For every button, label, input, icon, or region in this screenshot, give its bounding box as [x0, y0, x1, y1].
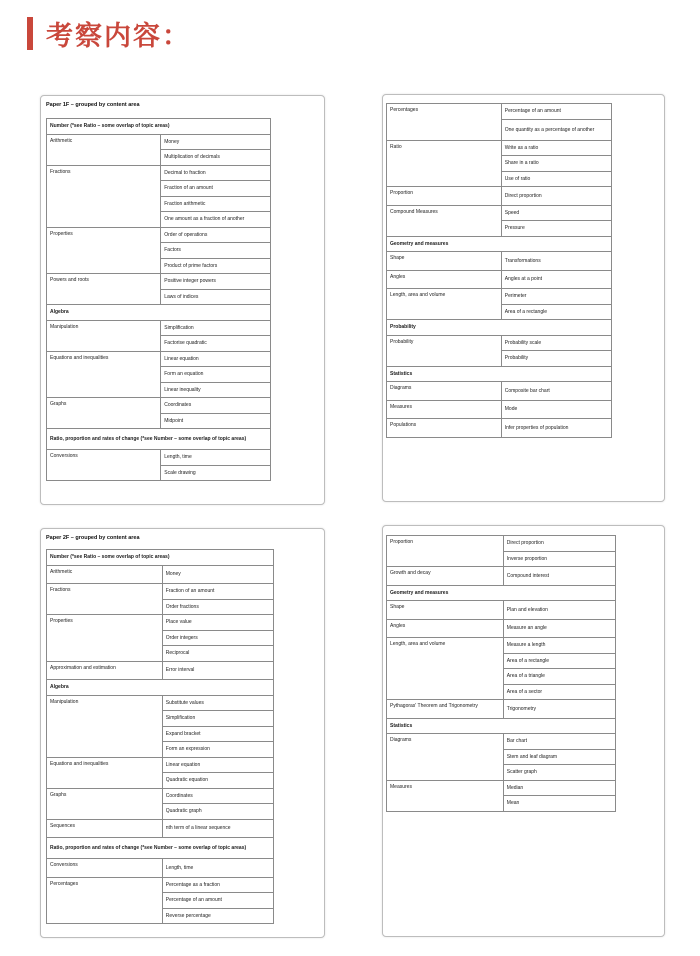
topic-cell: Quadratic equation [162, 773, 273, 789]
table-row [387, 780, 616, 796]
content-area-cell: Properties [47, 615, 163, 662]
content-area-cell: Percentages [387, 104, 502, 141]
document-page-3 [40, 528, 325, 938]
table-row [47, 134, 271, 150]
topic-cell: Stem and leaf diagram [503, 749, 615, 765]
topic-cell: Measure a length [503, 638, 615, 654]
content-area-cell: Equations and inequalities [47, 757, 163, 788]
section-row [387, 236, 612, 252]
section-heading: Statistics [387, 366, 612, 382]
content-area-cell: Measures [387, 780, 504, 811]
topic-cell: One quantity as a percentage of another [501, 119, 611, 140]
table-row [47, 320, 271, 336]
topic-cell: Money [161, 134, 271, 150]
section-heading: Geometry and measures [387, 585, 616, 601]
topic-cell: Order integers [162, 630, 273, 646]
section-row [47, 429, 271, 450]
table-row [47, 351, 271, 367]
table-row [387, 619, 616, 638]
topic-cell: Probability [501, 351, 611, 367]
table-row [47, 819, 274, 838]
content-area-cell: Shape [387, 601, 504, 620]
topic-cell: Length, time [161, 450, 271, 466]
table-row [47, 757, 274, 773]
content-area-cell: Ratio [387, 140, 502, 187]
section-heading: Ratio, proportion and rates of change (*see Number – some overlap of topic areas) [47, 429, 271, 450]
topic-cell: Length, time [162, 859, 273, 878]
section-heading: Ratio, proportion and rates of change (*see Number – some overlap of topic areas) [47, 838, 274, 859]
content-table [386, 535, 616, 812]
table-row [47, 398, 271, 414]
table-row [387, 289, 612, 305]
topic-cell: Area of a triangle [503, 669, 615, 685]
paper-title: Paper 1F – grouped by content area [46, 102, 140, 108]
topic-cell: Order fractions [162, 599, 273, 615]
paper-title: Paper 2F – grouped by content area [46, 535, 140, 541]
topic-cell: Form an expression [162, 742, 273, 758]
table-row [387, 270, 612, 289]
table-row [387, 252, 612, 271]
topic-cell: Use of ratio [501, 171, 611, 187]
topic-cell: Simplification [162, 711, 273, 727]
content-area-cell: Diagrams [387, 734, 504, 781]
section-row [47, 680, 274, 696]
section-row [47, 119, 271, 135]
topic-cell: Fraction of an amount [161, 181, 271, 197]
table-row [387, 734, 616, 750]
section-row [47, 838, 274, 859]
topic-cell: Pressure [501, 221, 611, 237]
topic-cell: Write as a ratio [501, 140, 611, 156]
table-row [387, 638, 616, 654]
table-row [47, 695, 274, 711]
section-heading: Probability [387, 320, 612, 336]
table-row [47, 274, 271, 290]
section-row [387, 366, 612, 382]
topic-cell: Area of a rectangle [501, 304, 611, 320]
content-area-cell: Properties [47, 227, 161, 274]
document-page-4 [382, 525, 665, 937]
topic-cell: Coordinates [162, 788, 273, 804]
content-area-cell: Percentages [47, 877, 163, 924]
topic-cell: Reciprocal [162, 646, 273, 662]
content-area-cell: Diagrams [387, 382, 502, 401]
topic-cell: Product of prime factors [161, 258, 271, 274]
table-row [387, 205, 612, 221]
topic-cell: Coordinates [161, 398, 271, 414]
content-area-cell: Populations [387, 419, 502, 438]
table-row [47, 565, 274, 584]
topic-cell: Error interval [162, 661, 273, 680]
topic-cell: Fraction arithmetic [161, 196, 271, 212]
content-area-cell: Angles [387, 270, 502, 289]
table-row [387, 567, 616, 586]
content-area-cell: Proportion [387, 187, 502, 206]
topic-cell: Transformations [501, 252, 611, 271]
content-area-cell: Powers and roots [47, 274, 161, 305]
section-row [387, 718, 616, 734]
topic-cell: Direct proportion [503, 536, 615, 552]
table-row [387, 400, 612, 419]
content-area-cell: Growth and decay [387, 567, 504, 586]
topic-cell: Factors [161, 243, 271, 259]
table-row [387, 536, 616, 552]
topic-cell: Positive integer powers [161, 274, 271, 290]
section-row [387, 585, 616, 601]
topic-cell: Angles at a point [501, 270, 611, 289]
topic-cell: Laws of indices [161, 289, 271, 305]
topic-cell: Plan and elevation [503, 601, 615, 620]
content-area-cell: Angles [387, 619, 504, 638]
content-area-cell: Measures [387, 400, 502, 419]
content-area-cell: Fractions [47, 165, 161, 227]
content-area-cell: Sequences [47, 819, 163, 838]
table-row [387, 335, 612, 351]
section-row [47, 305, 271, 321]
table-row [47, 661, 274, 680]
topic-cell: Infer properties of population [501, 419, 611, 438]
topic-cell: Linear equation [162, 757, 273, 773]
table-row [47, 450, 271, 466]
topic-cell: Scatter graph [503, 765, 615, 781]
content-area-cell: Graphs [47, 398, 161, 429]
section-row [387, 320, 612, 336]
topic-cell: Factorise quadratic [161, 336, 271, 352]
content-area-cell: Length, area and volume [387, 289, 502, 320]
topic-cell: Reverse percentage [162, 908, 273, 924]
content-area-cell: Length, area and volume [387, 638, 504, 700]
topic-cell: Decimal to fraction [161, 165, 271, 181]
content-area-cell: Manipulation [47, 695, 163, 757]
content-table [46, 118, 271, 481]
topic-cell: Probability scale [501, 335, 611, 351]
topic-cell: Bar chart [503, 734, 615, 750]
content-area-cell: Pythagoras' Theorem and Trigonometry [387, 700, 504, 719]
content-area-cell: Equations and inequalities [47, 351, 161, 398]
topic-cell: Mode [501, 400, 611, 419]
content-area-cell: Arithmetic [47, 565, 163, 584]
content-area-cell: Proportion [387, 536, 504, 567]
topic-cell: Perimeter [501, 289, 611, 305]
content-area-cell: Shape [387, 252, 502, 271]
section-heading: Statistics [387, 718, 616, 734]
content-area-cell: Approximation and estimation [47, 661, 163, 680]
content-area-cell: Fractions [47, 584, 163, 615]
table-row [47, 615, 274, 631]
topic-cell: Percentage of an amount [501, 104, 611, 120]
topic-cell: Inverse proportion [503, 551, 615, 567]
topic-cell: Form an equation [161, 367, 271, 383]
topic-cell: Linear equation [161, 351, 271, 367]
topic-cell: One amount as a fraction of another [161, 212, 271, 228]
content-area-cell: Manipulation [47, 320, 161, 351]
topic-cell: Trigonometry [503, 700, 615, 719]
topic-cell: Percentage of an amount [162, 893, 273, 909]
table-row [47, 859, 274, 878]
topic-cell: Order of operations [161, 227, 271, 243]
table-row [387, 382, 612, 401]
content-table [386, 103, 612, 438]
content-table [46, 549, 274, 924]
table-row [387, 140, 612, 156]
page-title: 考察内容： [46, 21, 191, 52]
topic-cell: Composite bar chart [501, 382, 611, 401]
topic-cell: Midpoint [161, 413, 271, 429]
topic-cell: Place value [162, 615, 273, 631]
content-area-cell: Probability [387, 335, 502, 366]
topic-cell: Area of a sector [503, 684, 615, 700]
topic-cell: Expand bracket [162, 726, 273, 742]
topic-cell: Quadratic graph [162, 804, 273, 820]
topic-cell: Multiplication of decimals [161, 150, 271, 166]
table-row [47, 227, 271, 243]
topic-cell: Fraction of an amount [162, 584, 273, 600]
table-row [47, 165, 271, 181]
section-heading: Number (*see Ratio – some overlap of topic areas) [47, 119, 271, 135]
document-page-2 [382, 94, 665, 502]
table-row [387, 187, 612, 206]
topic-cell: Linear inequality [161, 382, 271, 398]
table-row [387, 104, 612, 120]
topic-cell: nth term of a linear sequence [162, 819, 273, 838]
topic-cell: Percentage as a fraction [162, 877, 273, 893]
topic-cell: Speed [501, 205, 611, 221]
topic-cell: Area of a rectangle [503, 653, 615, 669]
section-heading: Algebra [47, 680, 274, 696]
topic-cell: Share in a ratio [501, 156, 611, 172]
section-heading: Algebra [47, 305, 271, 321]
topic-cell: Median [503, 780, 615, 796]
topic-cell: Measure an angle [503, 619, 615, 638]
section-heading: Geometry and measures [387, 236, 612, 252]
content-area-cell: Arithmetic [47, 134, 161, 165]
section-heading: Number (*see Ratio – some overlap of topic areas) [47, 550, 274, 566]
table-row [47, 788, 274, 804]
header-accent-bar [27, 17, 33, 50]
content-area-cell: Conversions [47, 859, 163, 878]
topic-cell: Money [162, 565, 273, 584]
table-row [47, 877, 274, 893]
topic-cell: Substitute values [162, 695, 273, 711]
topic-cell: Simplification [161, 320, 271, 336]
content-area-cell: Compound Measures [387, 205, 502, 236]
topic-cell: Direct proportion [501, 187, 611, 206]
table-row [47, 584, 274, 600]
content-area-cell: Graphs [47, 788, 163, 819]
topic-cell: Scale drawing [161, 465, 271, 481]
table-row [387, 419, 612, 438]
section-row [47, 550, 274, 566]
document-page-1 [40, 95, 325, 505]
table-row [387, 601, 616, 620]
topic-cell: Mean [503, 796, 615, 812]
content-area-cell: Conversions [47, 450, 161, 481]
table-row [387, 700, 616, 719]
topic-cell: Compound interest [503, 567, 615, 586]
